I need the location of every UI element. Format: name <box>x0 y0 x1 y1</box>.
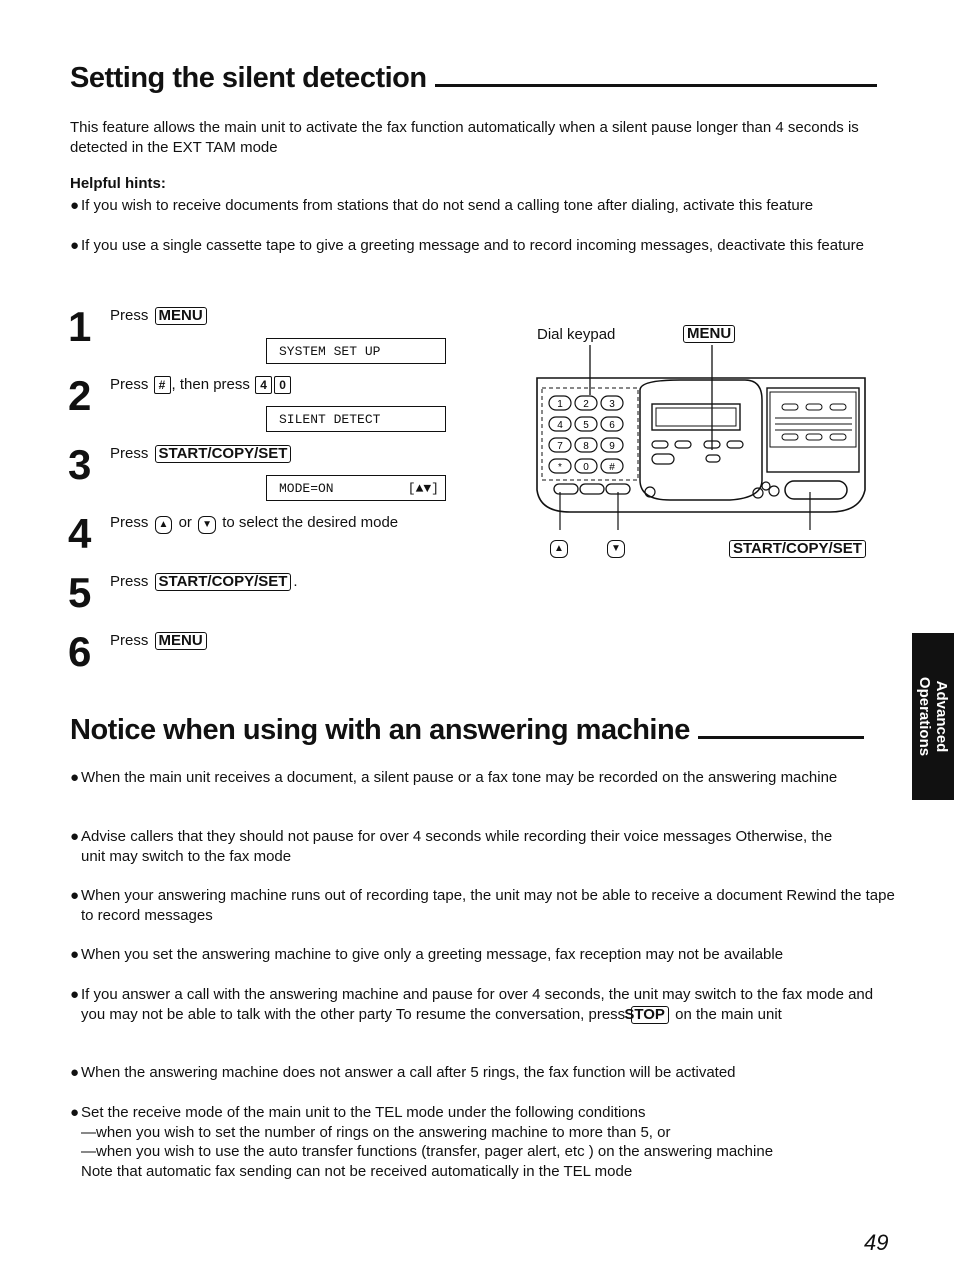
up-key: ▲ <box>550 540 568 558</box>
menu-key: MENU <box>683 325 735 343</box>
stop-key: STOP <box>631 1006 669 1024</box>
display-button <box>652 454 674 464</box>
lcd-arrows-text: [▲▼] <box>407 481 439 496</box>
step-number: 6 <box>68 628 92 675</box>
down-key: ▼ <box>198 516 216 534</box>
step-text <box>110 444 293 464</box>
bullet-dot: ● <box>70 197 80 214</box>
hint-text: If you wish to receive documents from stations that do not send a calling tone after dialing, activate this feature <box>81 197 814 214</box>
notice-text: When you set the answering machine to give only a greeting message, fax reception may not be available <box>81 946 784 963</box>
keypad-key-label: 2 <box>583 399 589 410</box>
bullet-dot: ● <box>70 1104 80 1121</box>
bullet-dot: ● <box>70 887 80 904</box>
title-text: Notice when using with an answering machine <box>70 714 690 746</box>
period-text: . <box>293 573 298 590</box>
hints-title: Helpful hints: <box>70 175 166 192</box>
notice-text: on the main unit <box>675 1005 782 1023</box>
title-text: Setting the silent detection <box>70 62 427 94</box>
step-number: 5 <box>68 569 92 616</box>
keypad-key-label: # <box>609 462 615 473</box>
one-touch-buttons <box>775 404 852 440</box>
or-text: or <box>178 514 192 531</box>
step-number: 1 <box>68 303 92 350</box>
page-number: 49 <box>864 1230 889 1255</box>
press-text: Press <box>110 573 149 590</box>
notice-text: When your answering machine runs out of recording tape, the unit may not be able to receive a document Rewind the tape to record messages <box>81 887 895 924</box>
display-button <box>675 441 691 448</box>
menu-key: MENU <box>155 307 207 325</box>
notice-item <box>70 985 901 1024</box>
step-number: 4 <box>68 510 92 557</box>
notice-text: Set the receive mode of the main unit to the TEL mode under the following conditions <box>81 1104 646 1121</box>
up-key: ▲ <box>155 516 173 534</box>
notice-item <box>70 768 901 788</box>
key-4: 4 <box>255 376 272 394</box>
step-text <box>110 306 209 326</box>
title-rule <box>698 736 864 739</box>
notice-item <box>70 1103 901 1181</box>
condition-text: —when you wish to set the number of rings on the answering machine to more than 5, or <box>81 1123 671 1141</box>
side-tab-line2: Operations <box>916 676 933 757</box>
keypad-key-label: 0 <box>583 462 589 473</box>
note-text: Note that automatic fax sending can not be received automatically in the TEL mode <box>81 1162 633 1180</box>
start-copy-set-key: START/COPY/SET <box>155 445 292 463</box>
press-text: Press <box>110 376 149 393</box>
bullet-dot: ● <box>70 986 80 1003</box>
small-led <box>762 482 770 490</box>
section-title-silent-detection <box>70 62 877 95</box>
lcd-mode-text: MODE=ON <box>279 481 334 496</box>
notice-text: When the main unit receives a document, a silent pause or a fax tone may be recorded on the answering machine <box>81 769 838 786</box>
hash-key: # <box>154 376 171 394</box>
notice-text: When the answering machine does not answer a call after 5 rings, the fax function will be activated <box>81 1064 736 1081</box>
notice-text: Advise callers that they should not pause for over 4 seconds while recording their voice messages Otherwise, the unit may switch to the fax mode <box>81 828 833 865</box>
keypad-key-label: 3 <box>609 399 615 410</box>
keypad-key-label: 5 <box>583 420 589 431</box>
step-number: 3 <box>68 441 92 488</box>
section-title-answering-machine <box>70 714 864 747</box>
bullet-dot: ● <box>70 946 80 963</box>
down-key: ▼ <box>607 540 625 558</box>
bullet-dot: ● <box>70 237 80 254</box>
title-rule <box>435 84 877 87</box>
lcd-display: SILENT DETECT <box>266 406 446 432</box>
step-text <box>110 572 298 592</box>
dial-keypad-label: Dial keypad <box>537 326 616 343</box>
diagram-start-label <box>727 540 868 558</box>
press-text: Press <box>110 445 149 462</box>
select-text: to select the desired mode <box>222 514 399 531</box>
side-tab <box>912 633 954 800</box>
notice-item <box>70 1063 901 1083</box>
hint-item <box>70 236 901 256</box>
press-text: Press <box>110 514 149 531</box>
menu-key: MENU <box>155 632 207 650</box>
keypad-key-label: * <box>558 462 562 473</box>
notice-item <box>70 945 901 965</box>
notice-text: If you answer a call with the answering machine and pause for over 4 seconds, the unit may switch to the fax mode and you may not be able to talk with the other party To resume the conversation, press <box>81 986 874 1023</box>
start-button-shape <box>785 481 847 499</box>
display-button <box>727 441 743 448</box>
condition-text: —when you wish to use the auto transfer functions (transfer, pager alert, etc ) on the answering machine <box>81 1143 774 1160</box>
step-text <box>110 513 398 534</box>
lcd-inner <box>656 408 736 426</box>
notice-item <box>70 827 841 866</box>
start-copy-set-key: START/COPY/SET <box>729 540 866 558</box>
then-press-text: , then press <box>171 376 250 393</box>
lcd-display: SYSTEM SET UP <box>266 338 446 364</box>
key-0: 0 <box>274 376 291 394</box>
notice-item <box>70 886 901 925</box>
oval-button <box>580 484 604 494</box>
press-text: Press <box>110 632 149 649</box>
keypad-key-label: 9 <box>609 441 615 452</box>
intro-paragraph: This feature allows the main unit to activate the fax function automatically when a silent pause longer than 4 seconds is detected in the EXT TAM mode <box>70 119 859 156</box>
fax-panel-diagram <box>530 340 870 530</box>
oval-button <box>554 484 578 494</box>
side-tab-text <box>912 633 954 800</box>
display-housing <box>640 380 762 500</box>
bullet-dot: ● <box>70 1064 80 1081</box>
small-led <box>769 486 779 496</box>
diagram-up-label <box>548 538 570 558</box>
keypad-key-label: 4 <box>557 420 563 431</box>
step-text <box>110 631 209 651</box>
press-text: Press <box>110 307 149 324</box>
start-copy-set-key: START/COPY/SET <box>155 573 292 591</box>
hint-item <box>70 196 901 216</box>
lcd-display <box>266 475 446 501</box>
bullet-dot: ● <box>70 828 80 845</box>
diagram-down-label <box>605 538 627 558</box>
display-button <box>652 441 668 448</box>
small-led <box>645 487 655 497</box>
keypad-key-label: 1 <box>557 399 563 410</box>
hint-text: If you use a single cassette tape to give a greeting message and to record incoming messages, deactivate this feature <box>81 237 864 254</box>
step-text <box>110 375 292 395</box>
display-button <box>706 455 720 462</box>
step-number: 2 <box>68 372 92 419</box>
side-tab-line1: Advanced <box>933 680 950 753</box>
keypad-key-label: 6 <box>609 420 615 431</box>
keypad-key-label: 7 <box>557 441 563 452</box>
keypad-group <box>549 396 623 473</box>
keypad-key-label: 8 <box>583 441 589 452</box>
bullet-dot: ● <box>70 769 80 786</box>
